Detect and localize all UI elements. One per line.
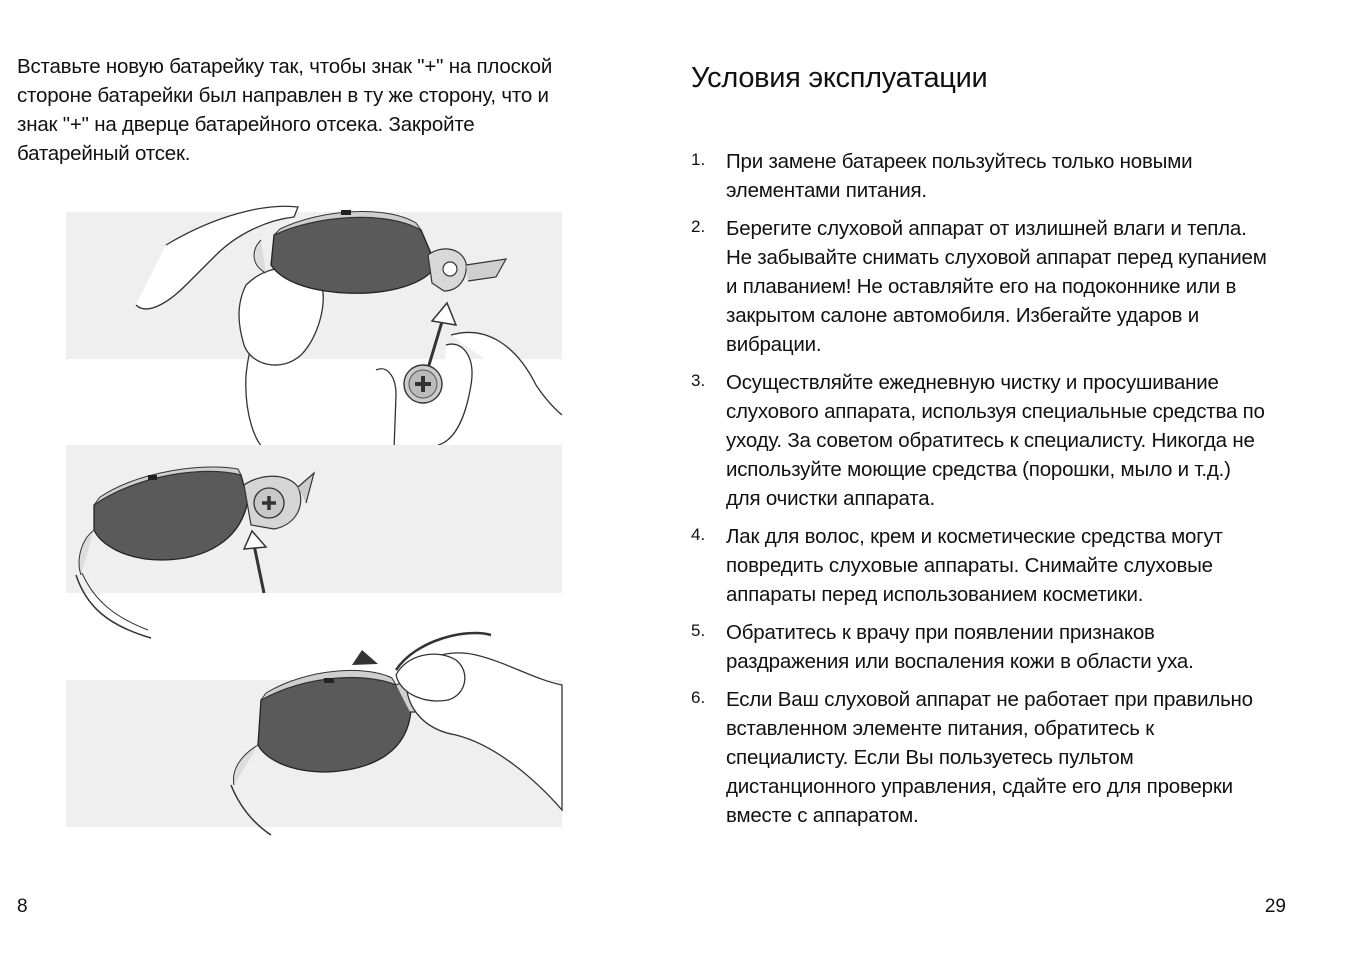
- list-item-number: 4.: [691, 525, 706, 544]
- page-number-right: 29: [1264, 896, 1286, 917]
- list-item: [691, 522, 1291, 609]
- list-item-text: Обратитесь к врачу при появлении признаков раздражения или воспаления кожи в области уха.: [726, 621, 1194, 673]
- section-title: Условия эксплуатации: [691, 62, 988, 94]
- list-item-text: Лак для волос, крем и косметические средства могут повредить слуховые аппараты. Снимайте слуховые аппараты перед использованием косметики.: [726, 525, 1223, 606]
- list-item: [691, 685, 1291, 830]
- list-item-number: 6.: [691, 688, 706, 707]
- list-item-number: 3.: [691, 371, 706, 390]
- battery-insert-instruction: Вставьте новую батарейку так, чтобы знак "+" на плоской стороне батарейки был направлен в ту же сторону, что и знак "+" на дверце батарейного отсека. Закройте батарейный отсек.: [17, 55, 553, 165]
- illustration-battery-in-door: [66, 445, 562, 645]
- illustration-insert-battery: [66, 195, 562, 450]
- list-item-text: При замене батареек пользуйтесь только новыми элементами питания.: [726, 150, 1193, 202]
- right-page: [660, 0, 1348, 954]
- left-page: [0, 0, 660, 954]
- usage-conditions-list: [691, 147, 1291, 839]
- list-item-text: Если Ваш слуховой аппарат не работает при правильно вставленном элементе питания, обратитесь к специалисту. Если Вы пользуетесь пультом дистанционного управления, сдайте его для проверки вместе с аппаратом.: [726, 688, 1253, 827]
- list-item: [691, 618, 1291, 676]
- list-item-number: 1.: [691, 150, 706, 169]
- list-item: [691, 368, 1291, 513]
- list-item: [691, 214, 1291, 359]
- page-number-left: 8: [17, 896, 28, 917]
- list-item-number: 5.: [691, 621, 706, 640]
- list-item: [691, 147, 1291, 205]
- list-item-number: 2.: [691, 217, 706, 236]
- illustration-close-door: [66, 620, 562, 835]
- list-item-text: Осуществляйте ежедневную чистку и просушивание слухового аппарата, используя специальные средства по уходу. За советом обратитесь к специалисту. Никогда не используйте моющие средства (порошки, мыло и т.д.) для очистки аппарата.: [726, 371, 1265, 510]
- list-item-text: Берегите слуховой аппарат от излишней влаги и тепла. Не забывайте снимать слуховой аппарат перед купанием и плаванием! Не оставляйте его на подоконнике или в закрытом салоне автомобиля. Избегайте ударов и вибрации.: [726, 217, 1267, 356]
